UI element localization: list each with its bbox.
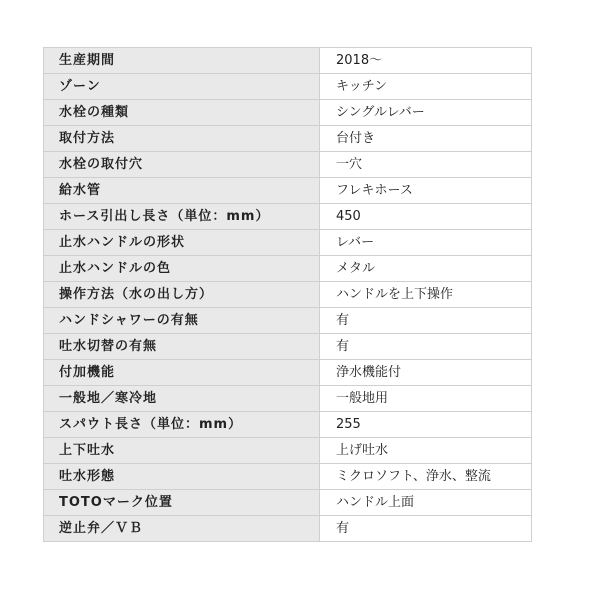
row-value: 浄水機能付: [320, 360, 532, 386]
row-value: 有: [320, 308, 532, 334]
table-row: [44, 360, 532, 386]
table-row: [44, 230, 532, 256]
row-label: 吐水形態: [44, 464, 320, 490]
row-value: ミクロソフト、浄水、整流: [320, 464, 532, 490]
table-row: [44, 386, 532, 412]
row-value: 台付き: [320, 126, 532, 152]
table-row: [44, 464, 532, 490]
row-value: 450: [320, 204, 532, 230]
table-row: [44, 282, 532, 308]
spec-table: [43, 47, 532, 542]
table-row: [44, 100, 532, 126]
table-row: [44, 412, 532, 438]
row-label: 水栓の取付穴: [44, 152, 320, 178]
spec-table-body: [44, 48, 532, 542]
row-label: 付加機能: [44, 360, 320, 386]
row-value: フレキホース: [320, 178, 532, 204]
row-value: キッチン: [320, 74, 532, 100]
row-label: 水栓の種類: [44, 100, 320, 126]
row-value: 有: [320, 334, 532, 360]
row-value: ハンドル上面: [320, 490, 532, 516]
row-value: ハンドルを上下操作: [320, 282, 532, 308]
row-value: 一般地用: [320, 386, 532, 412]
row-value: 上げ吐水: [320, 438, 532, 464]
table-row: [44, 126, 532, 152]
row-label: 操作方法（水の出し方）: [44, 282, 320, 308]
table-row: [44, 178, 532, 204]
table-row: [44, 204, 532, 230]
row-value: シングルレバー: [320, 100, 532, 126]
table-row: [44, 438, 532, 464]
table-row: [44, 48, 532, 74]
row-value: 255: [320, 412, 532, 438]
row-label: ゾーン: [44, 74, 320, 100]
row-value: 有: [320, 516, 532, 542]
table-row: [44, 490, 532, 516]
row-label: 逆止弁／ＶＢ: [44, 516, 320, 542]
row-label: 一般地／寒冷地: [44, 386, 320, 412]
table-row: [44, 256, 532, 282]
row-label: 生産期間: [44, 48, 320, 74]
row-label: スパウト長さ（単位：mm）: [44, 412, 320, 438]
row-value: 一穴: [320, 152, 532, 178]
row-label: 上下吐水: [44, 438, 320, 464]
table-row: [44, 74, 532, 100]
row-label: ハンドシャワーの有無: [44, 308, 320, 334]
row-label: 止水ハンドルの形状: [44, 230, 320, 256]
table-row: [44, 334, 532, 360]
table-row: [44, 516, 532, 542]
row-value: メタル: [320, 256, 532, 282]
row-label: 給水管: [44, 178, 320, 204]
row-label: 止水ハンドルの色: [44, 256, 320, 282]
row-value: レバー: [320, 230, 532, 256]
table-row: [44, 308, 532, 334]
row-label: 吐水切替の有無: [44, 334, 320, 360]
row-label: ホース引出し長さ（単位：mm）: [44, 204, 320, 230]
row-label: TOTOマーク位置: [44, 490, 320, 516]
row-label: 取付方法: [44, 126, 320, 152]
row-value: 2018～: [320, 48, 532, 74]
table-row: [44, 152, 532, 178]
